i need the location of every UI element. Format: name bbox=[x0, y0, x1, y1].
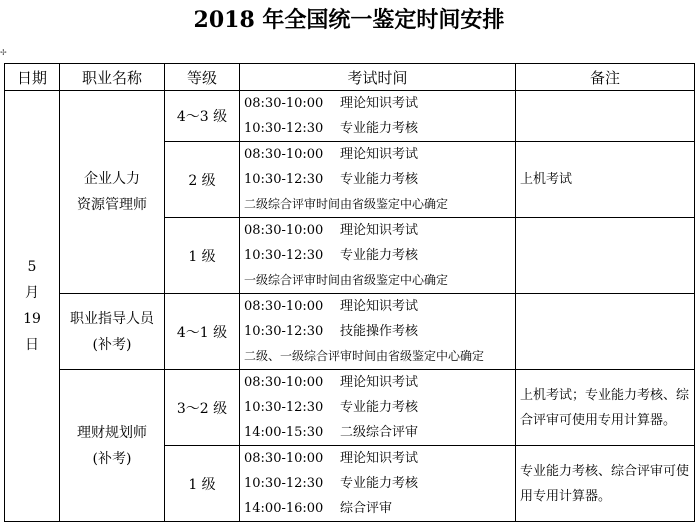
session-subject: 理论知识考试 bbox=[340, 375, 419, 390]
exam-session bbox=[244, 319, 515, 344]
occupation-cell bbox=[60, 370, 165, 522]
exam-session bbox=[244, 496, 515, 521]
exam-session bbox=[244, 294, 515, 319]
table-row bbox=[5, 294, 695, 370]
evaluation-note: 一级综合评审时间由省级鉴定中心确定 bbox=[244, 273, 449, 287]
session-subject: 二级综合评审 bbox=[340, 425, 419, 440]
session-time: 08:30-10:00 bbox=[244, 96, 324, 111]
occupation-cell bbox=[60, 294, 165, 370]
session-time: 10:30-12:30 bbox=[244, 172, 324, 187]
header-exam-time: 考试时间 bbox=[240, 64, 516, 91]
evaluation-note: 二级、一级综合评审时间由省级鉴定中心确定 bbox=[244, 349, 485, 363]
date-cell bbox=[5, 91, 60, 522]
exam-session bbox=[244, 395, 515, 420]
session-subject: 专业能力考核 bbox=[340, 172, 419, 187]
session-time: 08:30-10:00 bbox=[244, 299, 324, 314]
exam-session bbox=[244, 370, 515, 395]
table-row bbox=[5, 91, 695, 142]
session-time: 08:30-10:00 bbox=[244, 223, 324, 238]
exam-session bbox=[244, 91, 515, 116]
session-subject: 综合评审 bbox=[340, 501, 393, 516]
remarks-cell: 专业能力考核、综合评审可使用专用计算器。 bbox=[516, 446, 695, 522]
exam-time-cell bbox=[240, 294, 516, 370]
exam-time-cell bbox=[240, 91, 516, 142]
occupation-name: 职业指导人员 bbox=[70, 310, 154, 327]
date-text: 日 bbox=[25, 337, 39, 353]
remarks-cell bbox=[516, 218, 695, 294]
session-time: 08:30-10:00 bbox=[244, 147, 324, 162]
date-text: 19 bbox=[23, 311, 41, 327]
remarks-cell bbox=[516, 294, 695, 370]
session-subject: 专业能力考核 bbox=[340, 248, 419, 263]
evaluation-note: 二级综合评审时间由省级鉴定中心确定 bbox=[244, 197, 449, 211]
session-time: 10:30-12:30 bbox=[244, 121, 324, 136]
session-subject: 理论知识考试 bbox=[340, 223, 419, 238]
session-subject: 专业能力考核 bbox=[340, 121, 419, 136]
session-time: 08:30-10:00 bbox=[244, 451, 324, 466]
header-level: 等级 bbox=[165, 64, 240, 91]
level-cell: 3～2 级 bbox=[165, 370, 240, 446]
session-time: 10:30-12:30 bbox=[244, 324, 324, 339]
session-time: 08:30-10:00 bbox=[244, 375, 324, 390]
session-subject: 理论知识考试 bbox=[340, 299, 419, 314]
exam-time-cell bbox=[240, 370, 516, 446]
occupation-name: (补考) bbox=[92, 336, 132, 353]
table-row bbox=[5, 370, 695, 446]
session-time: 10:30-12:30 bbox=[244, 248, 324, 263]
schedule-body bbox=[5, 91, 695, 522]
level-cell: 4～1 级 bbox=[165, 294, 240, 370]
occupation-cell bbox=[60, 91, 165, 294]
header-date: 日期 bbox=[5, 64, 60, 91]
session-time: 14:00-15:30 bbox=[244, 425, 324, 440]
document-title: 2018 年全国统一鉴定时间安排 bbox=[193, 7, 505, 33]
level-cell: 1 级 bbox=[165, 446, 240, 522]
exam-session bbox=[244, 420, 515, 445]
exam-session bbox=[244, 167, 515, 192]
date-text: 5 bbox=[27, 259, 37, 275]
anchor-marker-icon: ✢ bbox=[0, 48, 7, 57]
remarks-cell: 上机考试；专业能力考核、综合评审可使用专用计算器。 bbox=[516, 370, 695, 446]
exam-time-cell bbox=[240, 446, 516, 522]
exam-time-cell bbox=[240, 218, 516, 294]
occupation-name: 理财规划师 bbox=[77, 424, 147, 441]
remarks-cell bbox=[516, 91, 695, 142]
exam-session bbox=[244, 471, 515, 496]
header-row bbox=[5, 64, 695, 91]
date-text: 月 bbox=[25, 285, 39, 301]
level-cell: 2 级 bbox=[165, 142, 240, 218]
session-subject: 专业能力考核 bbox=[340, 476, 419, 491]
session-time: 14:00-16:00 bbox=[244, 501, 324, 516]
occupation-name: (补考) bbox=[92, 450, 132, 467]
level-cell: 1 级 bbox=[165, 218, 240, 294]
exam-session bbox=[244, 218, 515, 243]
exam-session bbox=[244, 116, 515, 141]
session-time: 10:30-12:30 bbox=[244, 476, 324, 491]
session-subject: 理论知识考试 bbox=[340, 147, 419, 162]
remarks-cell: 上机考试 bbox=[516, 142, 695, 218]
session-subject: 专业能力考核 bbox=[340, 400, 419, 415]
header-occupation: 职业名称 bbox=[60, 64, 165, 91]
level-cell: 4～3 级 bbox=[165, 91, 240, 142]
exam-session bbox=[244, 446, 515, 471]
session-subject: 理论知识考试 bbox=[340, 451, 419, 466]
session-subject: 技能操作考核 bbox=[340, 324, 419, 339]
occupation-name: 资源管理师 bbox=[77, 197, 147, 213]
exam-session bbox=[244, 142, 515, 167]
session-subject: 理论知识考试 bbox=[340, 96, 419, 111]
session-time: 10:30-12:30 bbox=[244, 400, 324, 415]
header-remarks: 备注 bbox=[516, 64, 695, 91]
occupation-name: 企业人力 bbox=[84, 171, 140, 187]
exam-schedule-table bbox=[4, 63, 695, 522]
exam-time-cell bbox=[240, 142, 516, 218]
exam-session bbox=[244, 243, 515, 268]
